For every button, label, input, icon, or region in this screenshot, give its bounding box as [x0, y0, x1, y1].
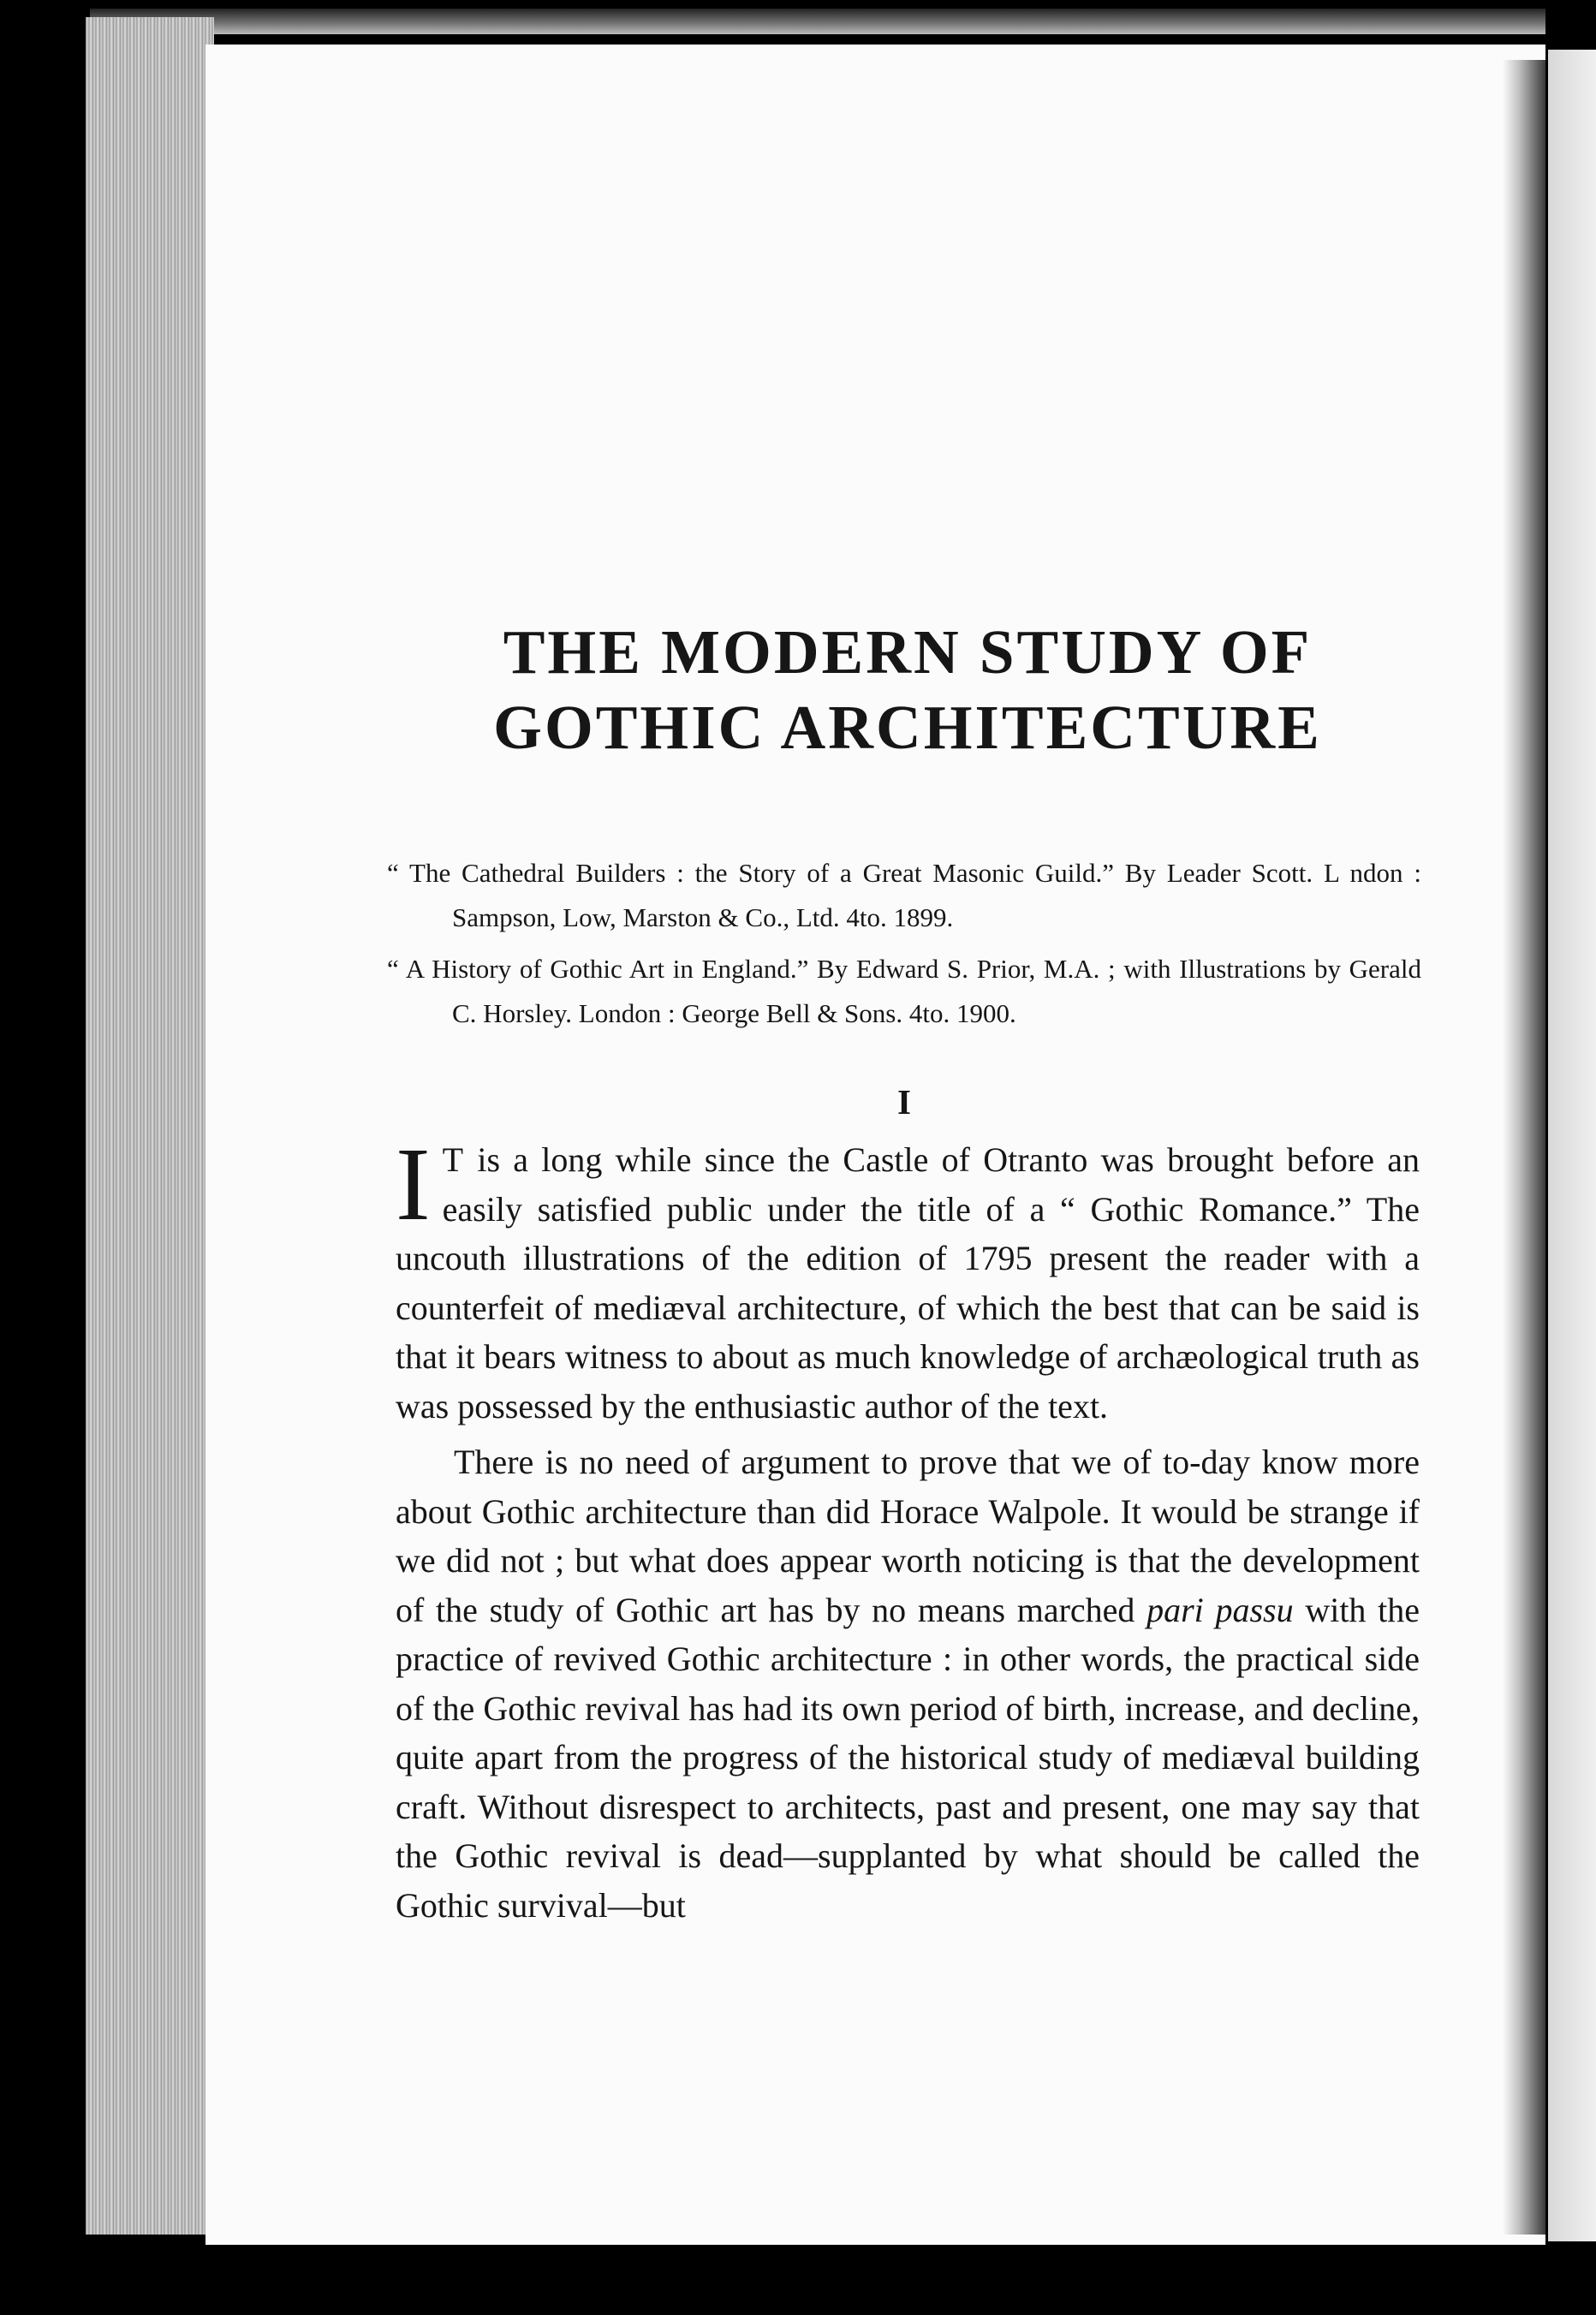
- reference-item: “ A History of Gothic Art in England.” By Edward S. Prior, M.A. ; with Illustrations by Gerald C. Horsley. London : George Bell & Sons. 4to. 1900.: [387, 954, 1421, 1028]
- paragraph-1: [396, 1127, 1420, 1431]
- title-line-2: GOTHIC ARCHITECTURE: [493, 693, 1322, 762]
- paragraph-2: [396, 1437, 1420, 1930]
- italic-phrase: pari passu: [1146, 1590, 1294, 1629]
- reference-item: “ The Cathedral Builders : the Story of a Great Masonic Guild.” By Leader Scott. L ndon : Sampson, Low, Marston & Co., Ltd. 4to. 1899.: [387, 858, 1421, 932]
- section-number: I: [897, 1082, 911, 1122]
- bibliographic-references: [387, 851, 1421, 1043]
- adjacent-page-edge: [1548, 50, 1596, 2241]
- drop-cap-continuation: T: [442, 1140, 465, 1179]
- book-page-edges: [86, 17, 214, 2235]
- title-line-1: THE MODERN STUDY OF: [503, 617, 1313, 687]
- page-gutter-shadow: [1503, 60, 1545, 2235]
- paragraph-1-text: is a long while since the Castle of Otranto was brought before an easily satisfied public under the title of a “ Gothic Romance.” The uncouth illustrations of the edition of 1795 present the reader with a counterfeit of mediæval architecture, of which the best that can be said is that it bears witness to about as much knowledge of archæological truth as was possessed by the enthusiastic author of the text.: [396, 1140, 1420, 1425]
- paragraph-2-text-a: There is no need of argument to prove that we of to-day know more about Gothic architecture than did Horace Walpole. It would be strange if we did not ; but what does appear worth noticing is that the development of the study of Gothic art has by no means marched: [396, 1443, 1420, 1629]
- drop-cap: I: [396, 1127, 431, 1242]
- article-body: [396, 1127, 1420, 1930]
- article-title: [377, 615, 1438, 765]
- book-top-edge: [90, 9, 1545, 34]
- paragraph-2-text-b: with the practice of revived Gothic architecture : in other words, the practical side of the Gothic revival has had its own period of birth, increase, and decline, quite apart from the progress of the historical study of mediæval building craft. Without disrespect to architects, past and present, one may say that the Gothic revival is dead—supplanted by what should be called the Gothic survival—but: [396, 1590, 1420, 1925]
